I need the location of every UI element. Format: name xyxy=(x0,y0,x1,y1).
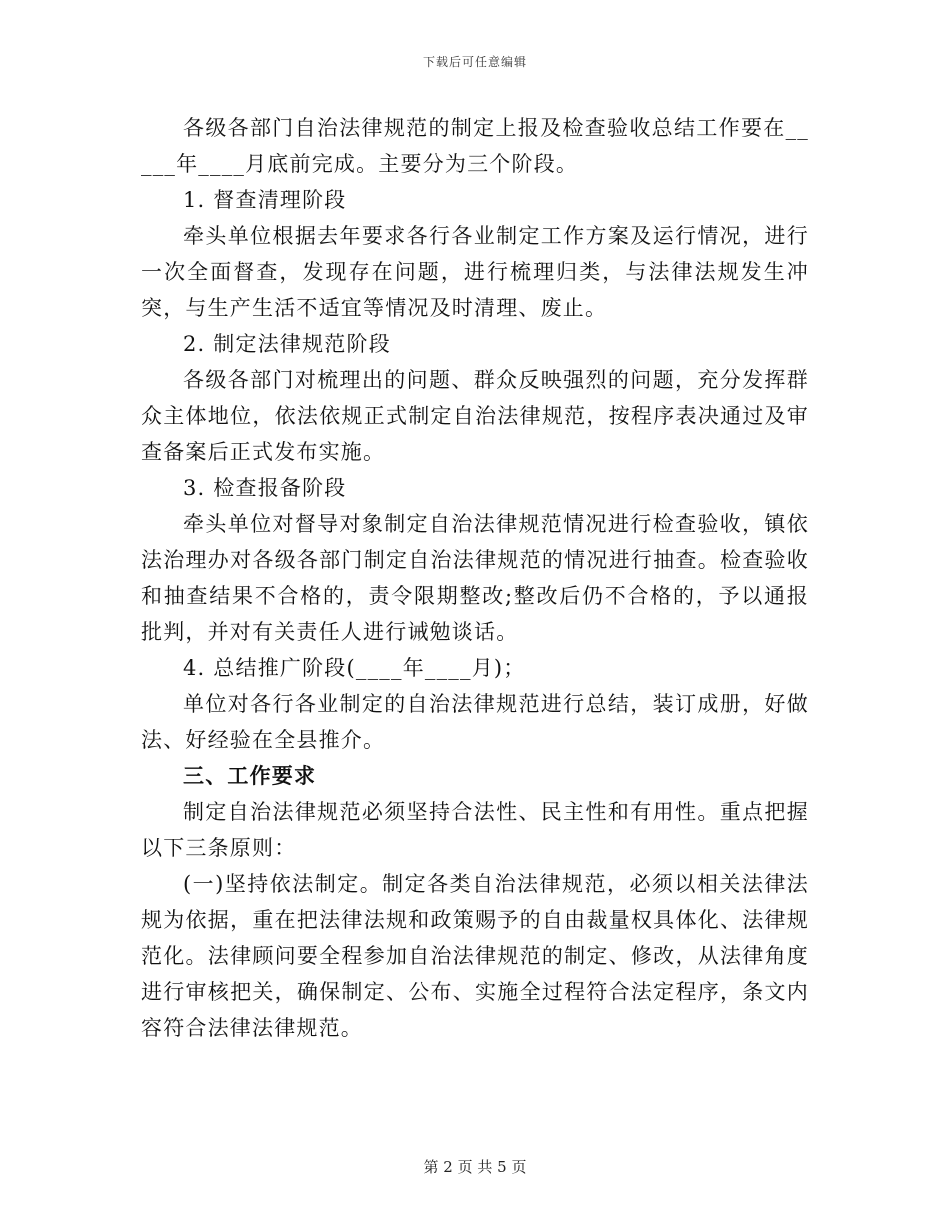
page-header-note: 下载后可任意编辑 xyxy=(422,55,527,69)
paragraph-principles-intro: 制定自治法律规范必须坚持合法性、民主性和有用性。重点把握以下三条原则： xyxy=(141,800,809,860)
page-number: 第 2 页 共 5 页 xyxy=(423,1158,527,1176)
paragraph-timeline: 各级各部门自治法律规范的制定上报及检查验收总结工作要在_____年____月底前完成。主要分为三个阶段。 xyxy=(141,116,809,176)
paragraph-stage-1: 牵头单位根据去年要求各行各业制定工作方案及运行情况，进行一次全面督查，发现存在问题，进行梳理归类，与法律法规发生冲突，与生产生活不适宜等情况及时清理、废止。 xyxy=(141,224,809,320)
paragraph-stage-4: 单位对各行各业制定的自治法律规范进行总结，装订成册，好做法、好经验在全县推介。 xyxy=(141,692,809,752)
paragraph-stage-2: 各级各部门对梳理出的问题、群众反映强烈的问题，充分发挥群众主体地位，依法依规正式制定自治法律规范，按程序表决通过及审查备案后正式发布实施。 xyxy=(141,368,809,464)
paragraph-stage-3: 牵头单位对督导对象制定自治法律规范情况进行检查验收，镇依法治理办对各级各部门制定自治法律规范的情况进行抽查。检查验收和抽查结果不合格的，责令限期整改;整改后仍不合格的，予以通报批判，并对有关责任人进行诫勉谈话。 xyxy=(141,512,809,644)
heading-stage-3: 3. 检查报备阶段 xyxy=(183,476,347,500)
heading-stage-1: 1. 督查清理阶段 xyxy=(183,188,347,212)
document-body xyxy=(141,110,809,1046)
heading-stage-4: 4. 总结推广阶段(____年____月)； xyxy=(183,656,526,680)
heading-work-requirements: 三、工作要求 xyxy=(183,764,317,788)
paragraph-principle-1: (一)坚持依法制定。制定各类自治法律规范，必须以相关法律法规为依据，重在把法律法规和政策赐予的自由裁量权具体化、法律规范化。法律顾问要全程参加自治法律规范的制定、修改，从法律角度进行审核把关，确保制定、公布、实施全过程符合法定程序，条文内容符合法律法律规范。 xyxy=(141,872,809,1040)
heading-stage-2: 2. 制定法律规范阶段 xyxy=(183,332,391,356)
